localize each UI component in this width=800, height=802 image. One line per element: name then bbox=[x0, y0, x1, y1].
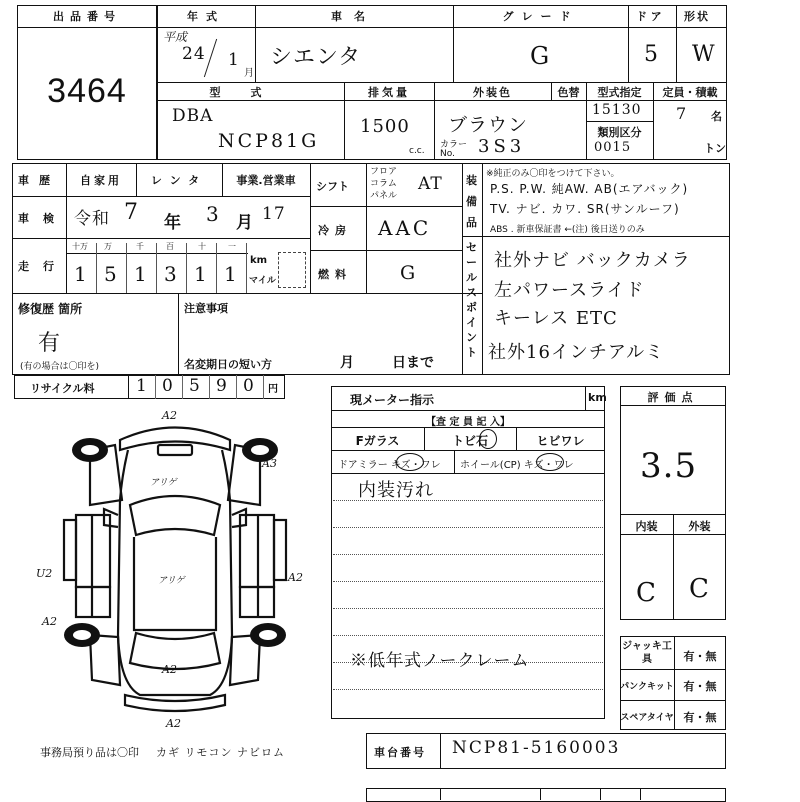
recycle-digit-5: 0 bbox=[243, 376, 255, 396]
repair-note: (有の場合は〇印を) bbox=[20, 362, 100, 372]
mileage-digit-6: 1 bbox=[224, 262, 238, 286]
inspection-era: 令和 bbox=[74, 209, 110, 229]
circle-stone-chip bbox=[479, 429, 497, 449]
doors-value: 5 bbox=[644, 42, 659, 67]
aircon-label: 冷房 bbox=[318, 224, 352, 237]
equipment-line1: P.S. P.W. 純AW. AB(エアバック) bbox=[490, 182, 689, 196]
damage-mark-right-side: A2 bbox=[288, 571, 303, 584]
exterior-grade-label: 外装 bbox=[688, 520, 711, 533]
model-value: NCP81G bbox=[218, 130, 320, 152]
recycle-digit-3: 5 bbox=[189, 376, 201, 396]
recycle-digit-2: 0 bbox=[162, 376, 174, 396]
shift-label: シフト bbox=[316, 180, 349, 193]
mileage-header-10k: 万 bbox=[104, 242, 112, 251]
equipment-line3: ABS . 新車保証書 ←(注) 後日送りのみ bbox=[490, 225, 645, 235]
crack-label: ヒビワレ bbox=[536, 434, 585, 448]
exterior-color: ブラウン bbox=[448, 114, 529, 136]
shift-value: AT bbox=[418, 174, 443, 194]
office-keys: カギ リモコン ナビロム bbox=[156, 746, 285, 759]
repair-label: 修復歴 箇所 bbox=[18, 302, 83, 316]
damage-mark-rear-bumper: A2 bbox=[162, 663, 177, 676]
inspection-year: 7 bbox=[124, 200, 139, 225]
repair-value: 有 bbox=[38, 331, 61, 356]
color-swap-label: 色替 bbox=[557, 86, 580, 99]
sales-points-label: セールスポイント bbox=[466, 241, 477, 359]
history-option-business: 事業.営業車 bbox=[236, 174, 296, 187]
mileage-header-1k: 千 bbox=[136, 242, 144, 251]
lot-number: 3464 bbox=[47, 72, 127, 110]
type-designation-label: 型式指定 bbox=[597, 86, 642, 99]
capacity-unit-ton: トン bbox=[704, 142, 726, 155]
type-designation-value: 15130 bbox=[592, 102, 642, 118]
mileage-header-100k: 十万 bbox=[72, 242, 88, 251]
displacement-label: 排気量 bbox=[368, 86, 410, 99]
doors-label: ドア bbox=[636, 10, 666, 23]
damage-mark-rear: A2 bbox=[166, 717, 181, 730]
inspector-remark-1: 内装汚れ bbox=[358, 480, 434, 501]
title-change-month: 月 bbox=[340, 355, 354, 371]
damage-mark-front: A2 bbox=[162, 409, 177, 422]
lot-label: 出品番号 bbox=[53, 10, 121, 23]
mirror-label: ドアミラー キズ・ワレ bbox=[338, 460, 441, 471]
jack-label: ジャッキ工具 bbox=[622, 641, 672, 665]
car-name-label: 車名 bbox=[331, 10, 377, 23]
circle-wheel-scratch bbox=[536, 453, 564, 471]
model-prefix: DBA bbox=[172, 106, 214, 126]
stone-chip-label: トビ石 bbox=[451, 434, 488, 448]
year-label: 年式 bbox=[187, 10, 225, 23]
sales-point-4: 社外16インチアルミ bbox=[488, 342, 665, 363]
equipment-note: ※純正のみ〇印をつけて下さい。 bbox=[486, 169, 620, 179]
recycle-digit-4: 9 bbox=[216, 376, 228, 396]
inspector-remark-2: ※低年式ノークレーム bbox=[350, 651, 530, 671]
grade-value: G bbox=[530, 42, 551, 70]
recycle-unit: 円 bbox=[268, 384, 278, 395]
year-value: 24 bbox=[182, 44, 206, 64]
circle-mirror-scratch bbox=[396, 453, 424, 471]
wheel-label: ホイール(CP) キズ・ワレ bbox=[460, 460, 574, 471]
exterior-label: 外装色 bbox=[473, 86, 512, 99]
sales-point-2: 左パワースライド bbox=[494, 280, 645, 301]
mileage-unit-mile: マイル bbox=[249, 276, 276, 286]
inspection-month-unit: 月 bbox=[236, 213, 253, 233]
equipment-line2: TV. ナビ. カワ. SR(サンルーフ) bbox=[490, 202, 680, 216]
puncture-kit-option: 有・無 bbox=[683, 680, 717, 693]
spare-tire-option: 有・無 bbox=[683, 711, 717, 724]
car-name-value: シエンタ bbox=[270, 45, 362, 70]
meter-unit: km bbox=[588, 391, 607, 404]
mileage-label: 走行 bbox=[18, 260, 68, 273]
puncture-kit-label: パンクキット bbox=[620, 682, 674, 692]
grade-label: グレード bbox=[502, 10, 579, 23]
exterior-grade: C bbox=[689, 574, 710, 604]
mileage-header-1: 一 bbox=[228, 242, 236, 251]
recycle-label: リサイクル料 bbox=[30, 382, 95, 395]
year-era: 平成 bbox=[163, 30, 188, 44]
mileage-digit-3: 1 bbox=[134, 262, 148, 286]
damage-mark-left-rear: A2 bbox=[42, 615, 57, 628]
capacity-value: 7 bbox=[676, 104, 688, 123]
color-code-label: カラーNo. bbox=[440, 140, 468, 159]
displacement-value: 1500 bbox=[360, 116, 410, 137]
class-label: 類別区分 bbox=[597, 126, 642, 139]
capacity-label: 定員・積載 bbox=[662, 86, 718, 99]
inspection-year-unit: 年 bbox=[164, 213, 181, 233]
mileage-header-100: 百 bbox=[166, 242, 174, 251]
shift-option-panel: パネル bbox=[370, 191, 398, 201]
mileage-unit-km: km bbox=[250, 255, 268, 266]
chassis-label: 車台番号 bbox=[374, 746, 426, 759]
inspector-header: 【査 定 員 記 入】 bbox=[426, 417, 510, 428]
damage-mark-left-side: U2 bbox=[36, 567, 53, 580]
shift-option-floor: フロア bbox=[370, 167, 398, 177]
aircon-value: AAC bbox=[378, 216, 432, 240]
history-label: 車歴 bbox=[18, 174, 60, 187]
title-change-day: 日まで bbox=[392, 355, 434, 371]
mileage-digit-2: 5 bbox=[104, 262, 118, 286]
class-value: 0015 bbox=[594, 140, 632, 155]
history-option-rental: レンタ bbox=[150, 174, 208, 187]
score-value: 3.5 bbox=[640, 446, 698, 486]
mileage-digit-5: 1 bbox=[194, 262, 208, 286]
mile-checkbox bbox=[278, 252, 306, 288]
equipment-label: 装備品 bbox=[466, 174, 477, 229]
color-code: 3S3 bbox=[478, 136, 526, 157]
fuel-label: 燃料 bbox=[318, 268, 352, 281]
car-diagram bbox=[30, 405, 320, 735]
shift-option-column: コラム bbox=[370, 179, 397, 189]
shape-value: W bbox=[692, 42, 716, 67]
damage-note-hood: アリゲ bbox=[150, 478, 177, 488]
mileage-digit-4: 3 bbox=[164, 262, 178, 286]
sales-point-1: 社外ナビ バックカメラ bbox=[494, 250, 691, 271]
notes-label: 注意事項 bbox=[184, 302, 228, 315]
fuel-value: G bbox=[400, 262, 417, 284]
jack-option: 有・無 bbox=[683, 650, 717, 663]
year-month: 1 bbox=[228, 50, 240, 70]
model-label: 型式 bbox=[209, 86, 292, 99]
sales-point-3: キーレス ETC bbox=[494, 308, 618, 329]
capacity-unit-people: 名 bbox=[711, 110, 722, 123]
inspection-month: 3 bbox=[206, 202, 220, 226]
year-month-unit: 月 bbox=[244, 68, 254, 79]
office-note: 事務局預り品は〇印 bbox=[40, 746, 139, 759]
interior-label: 内装 bbox=[635, 520, 658, 533]
inspection-label: 車検 bbox=[18, 212, 68, 225]
damage-mark-right-front: A3 bbox=[262, 457, 277, 470]
damage-note-roof: アリゲ bbox=[158, 576, 185, 586]
spare-tire-label: スペアタイヤ bbox=[620, 713, 674, 723]
interior-grade: C bbox=[636, 578, 657, 608]
meter-label: 現メーター指示 bbox=[350, 393, 435, 407]
inspection-day: 17 bbox=[262, 204, 286, 224]
displacement-unit: c.c. bbox=[409, 146, 425, 156]
mileage-digit-1: 1 bbox=[74, 262, 88, 286]
front-glass-label: Fガラス bbox=[355, 434, 400, 448]
chassis-value: NCP81-5160003 bbox=[452, 738, 621, 758]
shape-label: 形状 bbox=[684, 10, 710, 23]
title-change-label: 名変期日の短い方 bbox=[184, 358, 272, 371]
recycle-digit-1: 1 bbox=[136, 376, 148, 396]
history-option-private: 自家用 bbox=[80, 174, 122, 187]
score-label: 評価点 bbox=[647, 391, 699, 404]
mileage-header-10: 十 bbox=[198, 242, 206, 251]
